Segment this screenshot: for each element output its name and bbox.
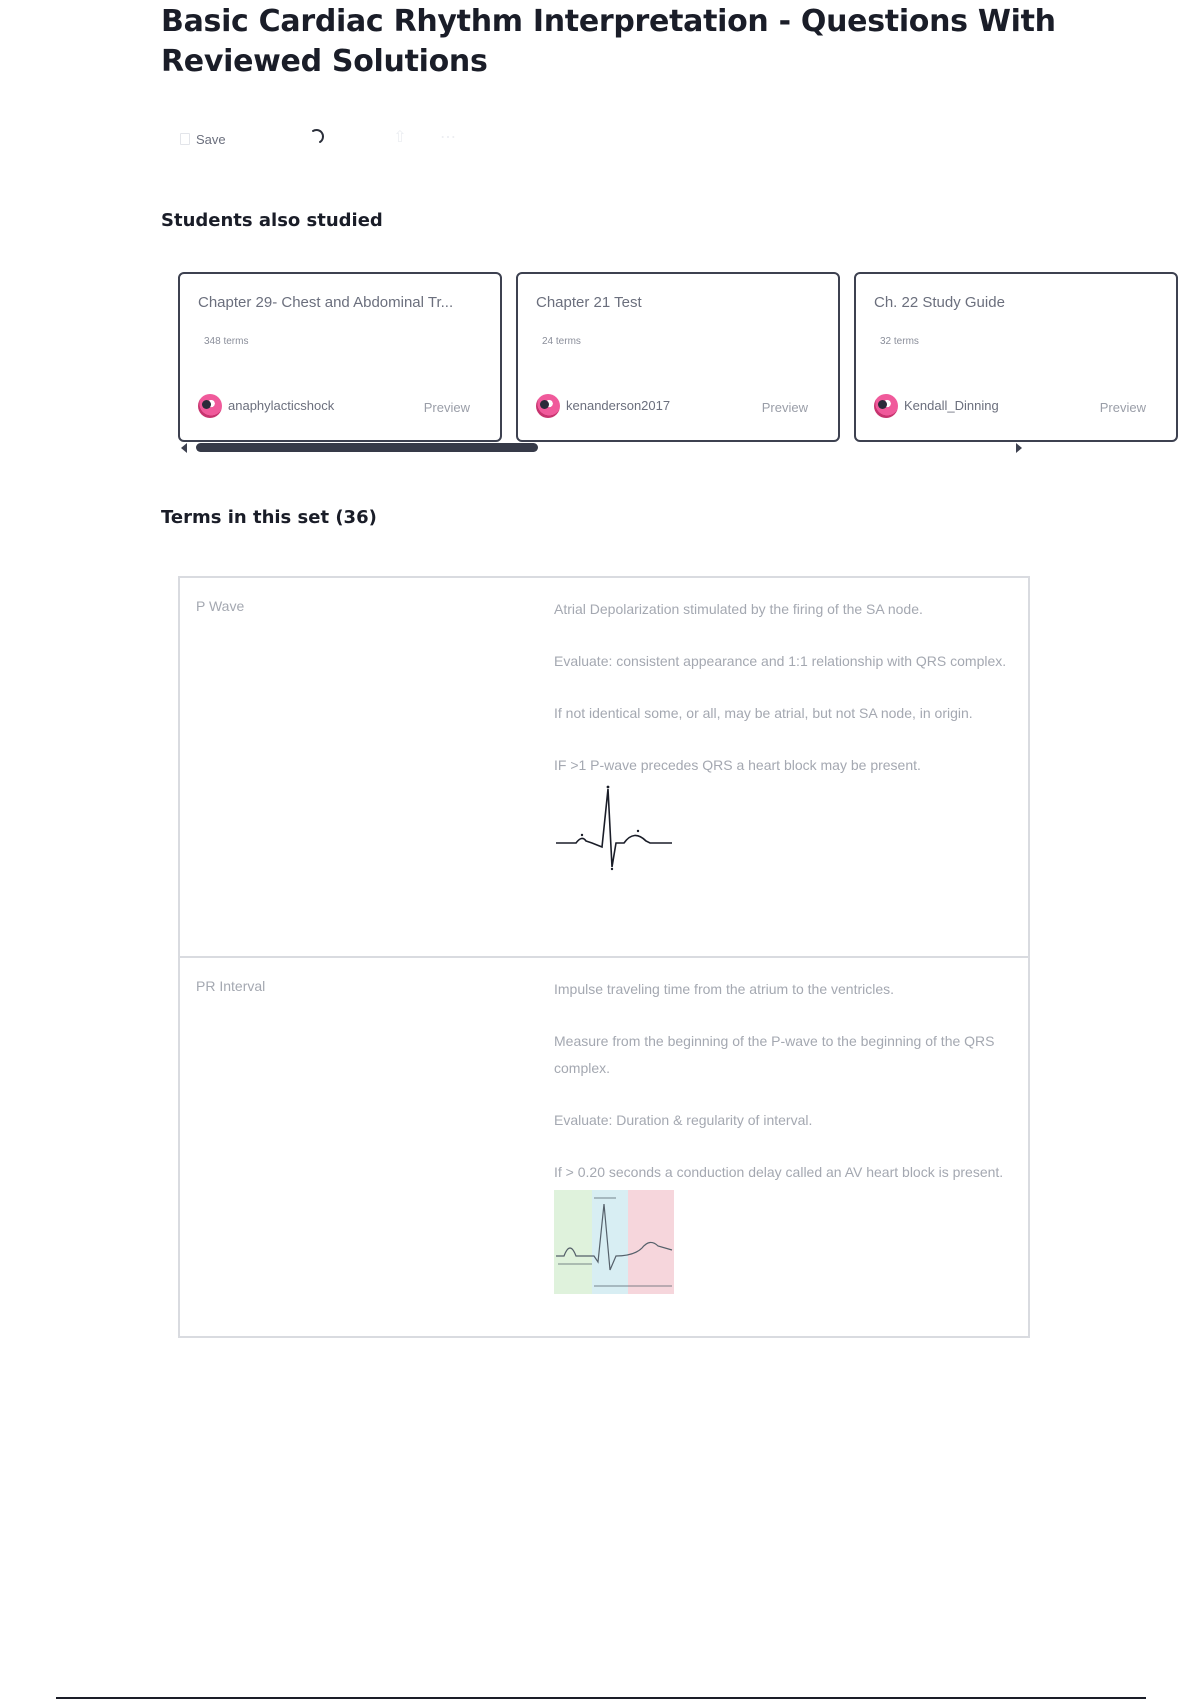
card-terms-count: 348 terms	[204, 336, 249, 347]
preview-button[interactable]: Preview	[761, 400, 808, 415]
avatar	[198, 394, 222, 418]
toolbar	[180, 126, 480, 152]
terms-table	[178, 576, 1030, 1338]
scroll-left-arrow-icon[interactable]	[181, 443, 187, 453]
card-title: Chapter 29- Chest and Abdominal Tr...	[198, 294, 454, 311]
card-username[interactable]: anaphylacticshock	[228, 398, 335, 413]
loading-spinner-icon	[308, 128, 326, 146]
avatar	[536, 394, 560, 418]
card-terms-count: 32 terms	[880, 336, 919, 347]
bottom-divider	[56, 1697, 1146, 1699]
card-username[interactable]: Kendall_Dinning	[904, 398, 999, 413]
pr-interval-diagram-image	[554, 1190, 674, 1294]
study-set-carousel	[176, 270, 1146, 458]
definition-line: If > 0.20 seconds a conduction delay called an AV heart block is present.	[554, 1164, 1004, 1180]
students-also-studied-heading: Students also studied	[161, 210, 383, 231]
study-set-card[interactable]	[178, 272, 502, 442]
page-title: Basic Cardiac Rhythm Interpretation - Questions With Reviewed Solutions	[161, 4, 1056, 79]
terms-in-set-heading: Terms in this set (36)	[161, 507, 377, 528]
study-set-card[interactable]	[516, 272, 840, 442]
preview-button[interactable]: Preview	[423, 400, 470, 415]
study-set-card[interactable]	[854, 272, 1178, 442]
term-word: PR Interval	[196, 978, 266, 994]
preview-button[interactable]: Preview	[1099, 400, 1146, 415]
term-definition	[554, 578, 1014, 889]
scroll-right-arrow-icon[interactable]	[1016, 443, 1022, 453]
card-username[interactable]: kenanderson2017	[566, 398, 671, 413]
card-terms-count: 24 terms	[542, 336, 581, 347]
definition-line: Measure from the beginning of the P-wave to the beginning of the QRS complex.	[554, 1033, 995, 1076]
term-definition	[554, 958, 1014, 1308]
card-title: Chapter 21 Test	[536, 294, 642, 311]
ecg-waveform-image	[554, 783, 674, 875]
term-row	[180, 578, 1028, 958]
definition-line: Evaluate: Duration & regularity of interval.	[554, 1112, 813, 1128]
definition-line: IF >1 P-wave precedes QRS a heart block may be present.	[554, 757, 921, 773]
avatar	[874, 394, 898, 418]
definition-line: Atrial Depolarization stimulated by the firing of the SA node.	[554, 601, 923, 617]
carousel-scrollbar-thumb[interactable]	[196, 443, 538, 452]
share-icon[interactable]: ⇧	[393, 129, 407, 146]
save-button[interactable]	[180, 126, 226, 152]
definition-line: Impulse traveling time from the atrium to the ventricles.	[554, 981, 895, 997]
bookmark-icon	[180, 133, 190, 145]
card-title: Ch. 22 Study Guide	[874, 294, 1005, 311]
more-icon[interactable]: ⋯	[440, 129, 456, 146]
definition-line: If not identical some, or all, may be atrial, but not SA node, in origin.	[554, 705, 973, 721]
term-word: P Wave	[196, 598, 245, 614]
term-row	[180, 958, 1028, 1336]
save-label: Save	[196, 131, 226, 147]
definition-line: Evaluate: consistent appearance and 1:1 relationship with QRS complex.	[554, 653, 1007, 669]
